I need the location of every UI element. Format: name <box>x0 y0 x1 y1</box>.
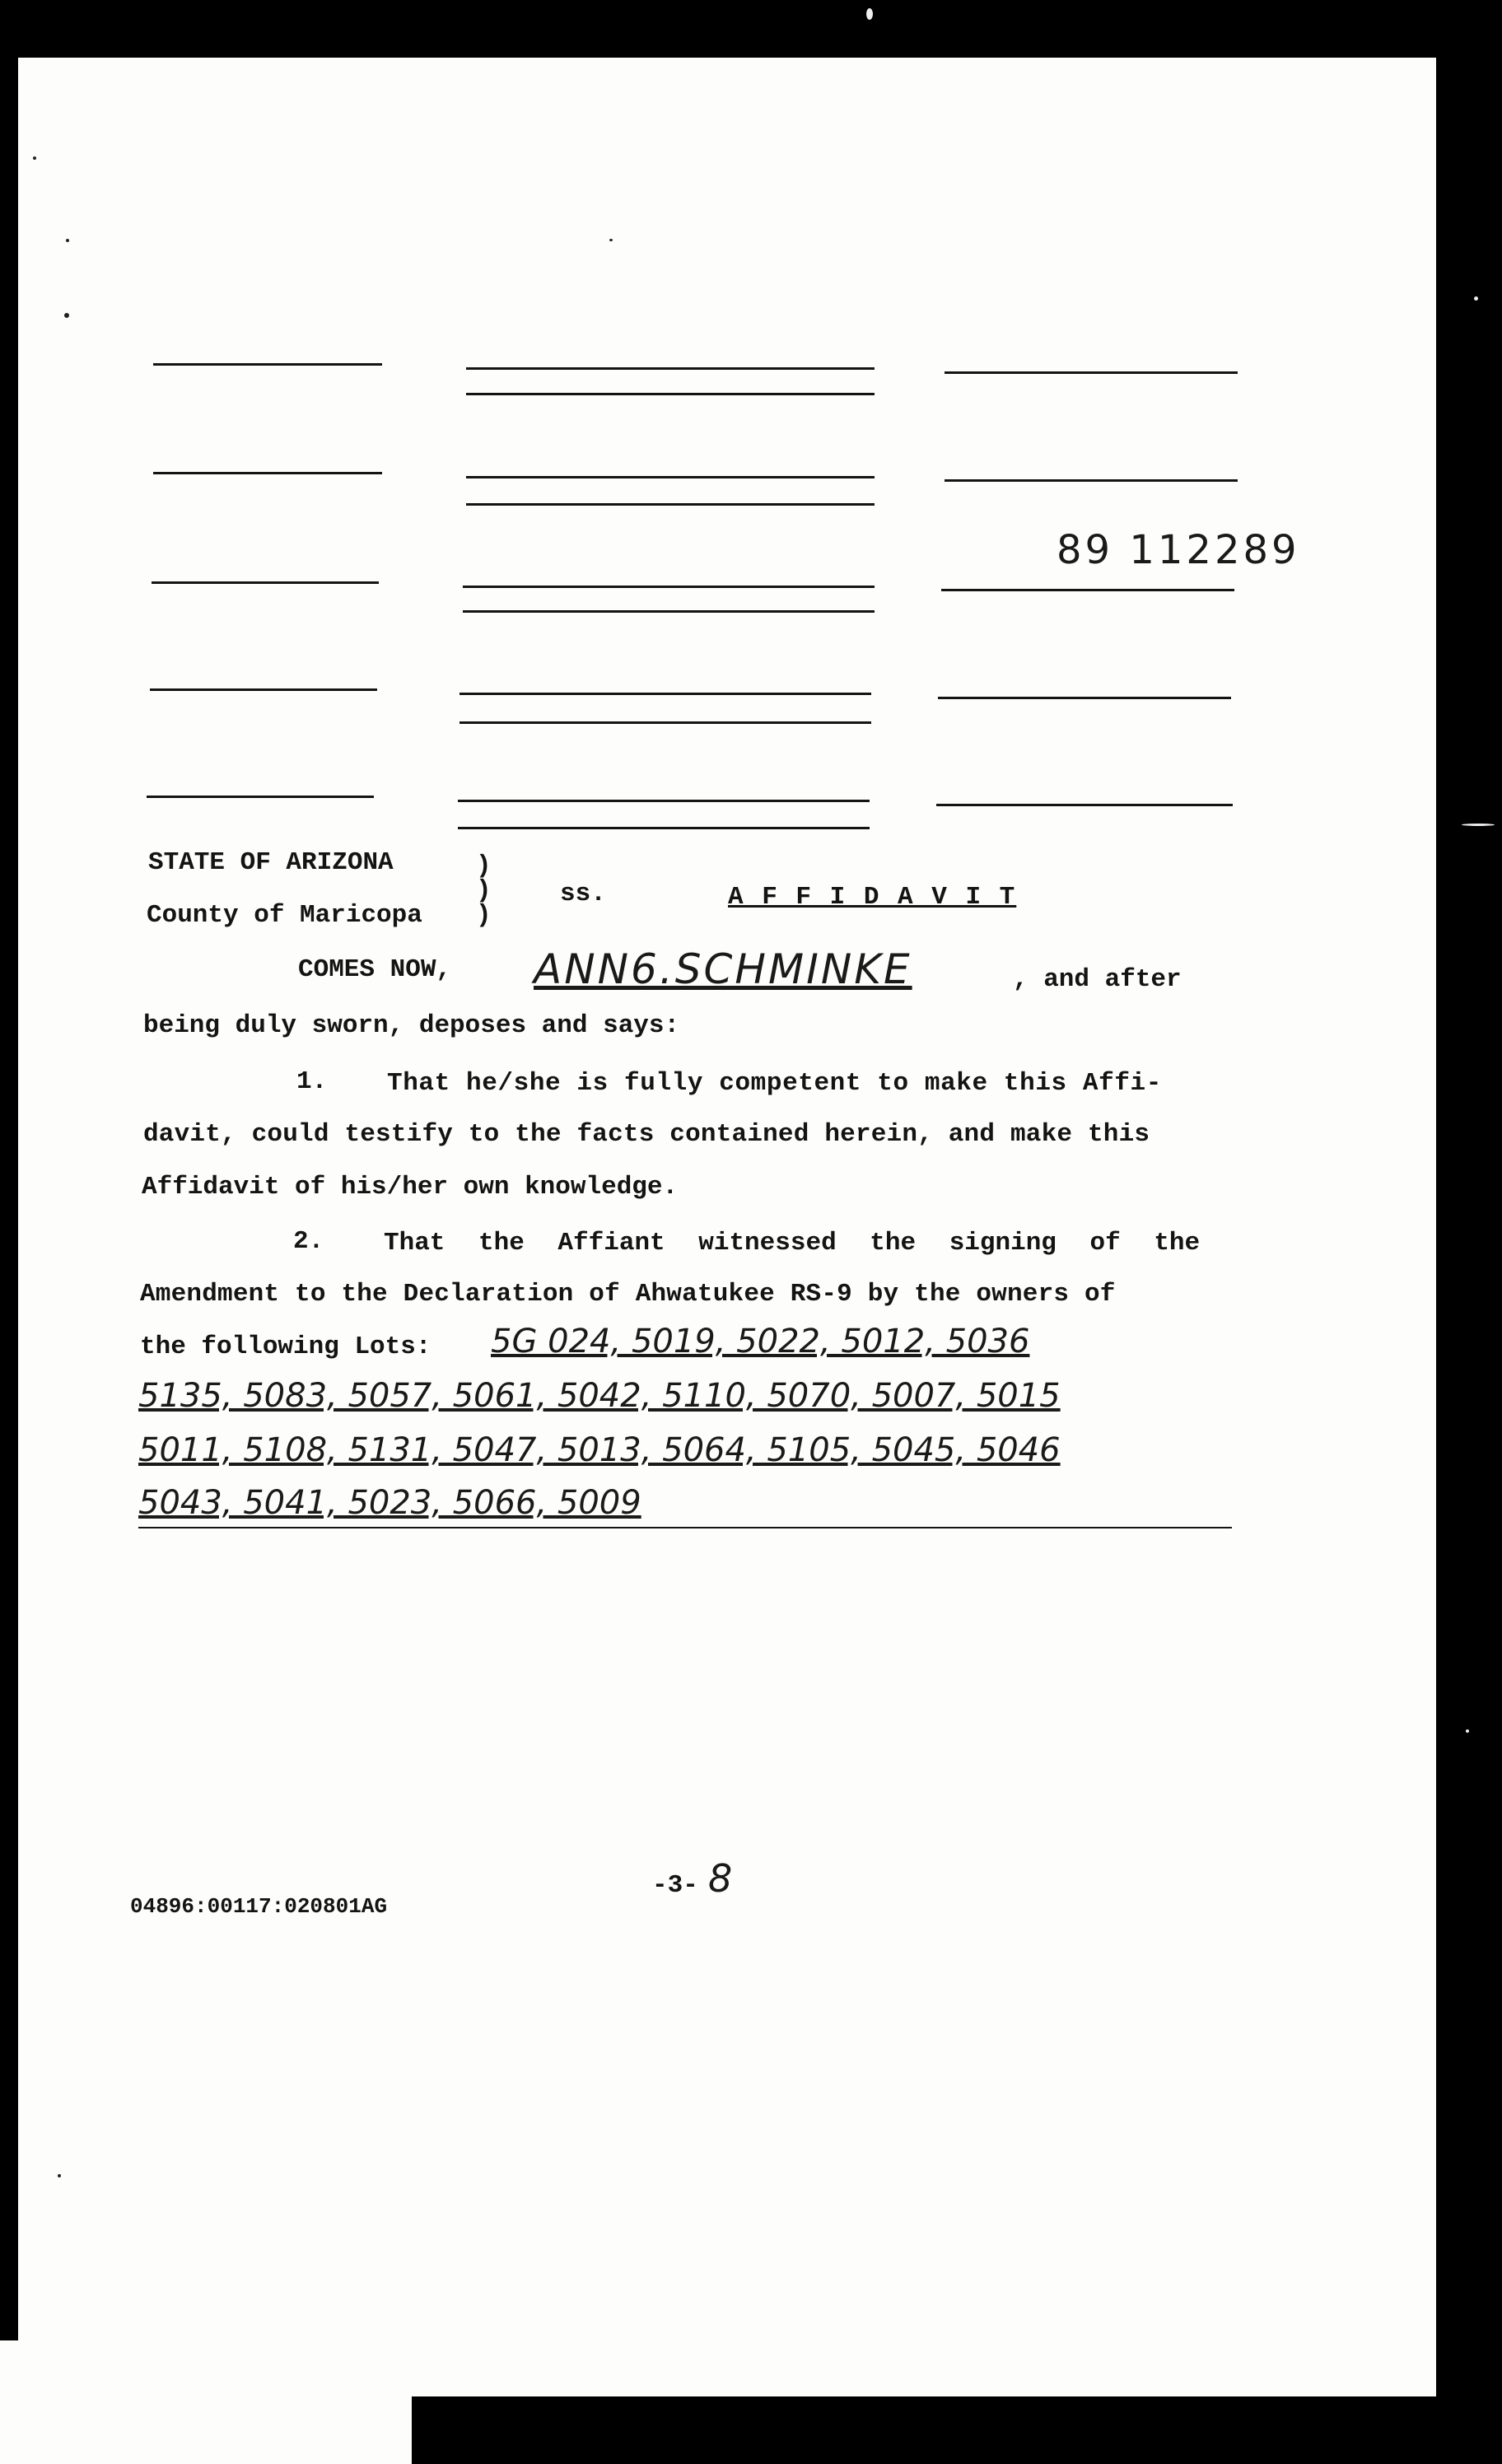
para1-line2: davit, could testify to the facts contained herein, and make this <box>143 1120 1150 1149</box>
comes-now-text: COMES NOW, <box>298 955 452 984</box>
para2-line1: That the Affiant witnessed the signing of the <box>384 1229 1201 1258</box>
page-letter-handwritten: 8 <box>708 1856 733 1901</box>
lots-handwritten-line: 5043, 5041, 5023, 5066, 5009 <box>138 1484 641 1522</box>
scan-speck <box>1462 824 1495 826</box>
venue-ss: ss. <box>560 880 606 908</box>
affiant-name-handwritten: ANN6.SCHMINKE <box>534 945 912 993</box>
venue-paren: ) <box>476 852 492 880</box>
lots-handwritten-line: 5G 024, 5019, 5022, 5012, 5036 <box>491 1323 1030 1360</box>
footer-code: 04896:00117:020801AG <box>130 1894 388 1919</box>
venue-county: County of Maricopa <box>147 901 422 930</box>
para1-number: 1. <box>296 1067 328 1096</box>
scan-speck <box>33 156 36 160</box>
document-page <box>18 58 1436 2396</box>
scan-speck <box>64 313 69 318</box>
scan-edge-artifact <box>0 2340 412 2464</box>
venue-paren: ) <box>476 901 492 930</box>
para1-line1: That he/she is fully competent to make this Affi- <box>387 1069 1162 1098</box>
lots-handwritten-line: 5011, 5108, 5131, 5047, 5013, 5064, 5105, 5045, 5046 <box>138 1431 1061 1469</box>
comes-now-continuation: , and after <box>1013 965 1182 994</box>
venue-paren: ) <box>476 876 492 905</box>
page-number: -3- <box>652 1871 698 1900</box>
para2-number: 2. <box>293 1227 324 1256</box>
lots-handwritten-line: 5135, 5083, 5057, 5061, 5042, 5110, 5070, 5007, 5015 <box>138 1377 1061 1415</box>
deposes-line: being duly sworn, deposes and says: <box>143 1011 680 1040</box>
venue-state: STATE OF ARIZONA <box>148 848 394 877</box>
affidavit-heading: A F F I D A V I T <box>728 883 1017 912</box>
scan-speck <box>1466 1729 1469 1733</box>
para2-line3-lead: the following Lots: <box>140 1332 431 1361</box>
scan-speck <box>58 2174 61 2177</box>
scan-speck <box>66 239 69 242</box>
recording-number: 89 112289 <box>1057 527 1300 573</box>
para2-line2: Amendment to the Declaration of Ahwatukee RS-9 by the owners of <box>140 1280 1116 1309</box>
lots-blank-line <box>138 1527 1232 1528</box>
scan-speck <box>609 239 613 241</box>
scan-speck <box>1474 296 1478 301</box>
scan-speck <box>866 8 873 20</box>
para1-line3: Affidavit of his/her own knowledge. <box>142 1173 679 1202</box>
